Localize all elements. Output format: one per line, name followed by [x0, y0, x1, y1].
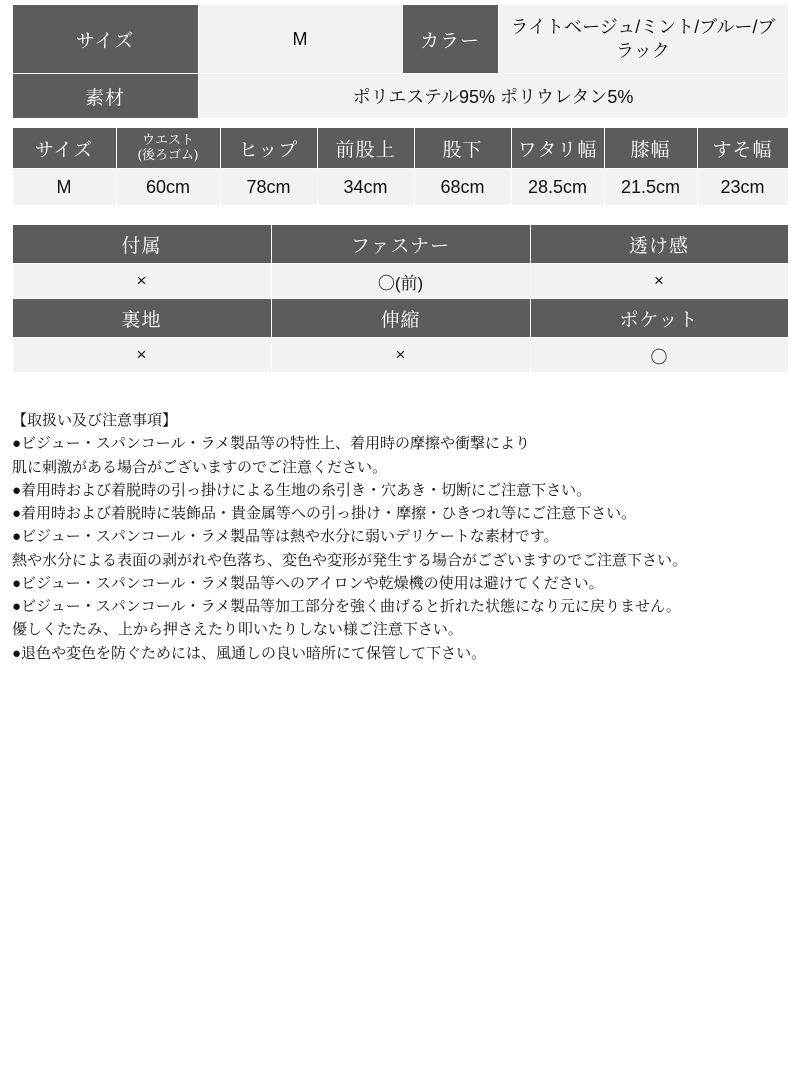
feature-header-pocket: ポケット: [530, 299, 788, 338]
measure-value-size: M: [12, 169, 116, 206]
table-row: [12, 264, 788, 299]
spec-value-color: ライトベージュ/ミント/ブルー/ブラック: [498, 5, 788, 74]
measure-value-inseam: 68cm: [414, 169, 511, 206]
care-note-line: 肌に刺激がある場合がございますのでご注意ください。: [12, 458, 388, 476]
measure-value-thigh-width: 28.5cm: [511, 169, 604, 206]
care-notes: [12, 373, 788, 665]
feature-header-lining: 裏地: [12, 299, 271, 338]
feature-value-pocket: 〇: [530, 338, 788, 373]
measure-header-waist: ウエスト (後ろゴム): [116, 128, 220, 169]
feature-header-zipper: ファスナー: [271, 225, 530, 264]
table-row: [12, 169, 788, 206]
feature-header-accessory: 付属: [12, 225, 271, 264]
care-note-line: ●ビジュー・スパンコール・ラメ製品等の特性上、着用時の摩擦や衝撃により: [12, 435, 531, 453]
measure-header-thigh-width: ワタリ幅: [511, 128, 604, 169]
spec-value-material: ポリエステル95% ポリウレタン5%: [198, 74, 788, 119]
table-header-row: [12, 128, 788, 169]
measure-value-hem-width: 23cm: [697, 169, 788, 206]
measure-header-front-rise: 前股上: [317, 128, 414, 169]
measure-value-waist: 60cm: [116, 169, 220, 206]
table-row: [12, 74, 788, 119]
measure-value-front-rise: 34cm: [317, 169, 414, 206]
feature-value-zipper: 〇(前): [271, 264, 530, 299]
care-note-line: ●着用時および着脱時の引っ掛けによる生地の糸引き・穴あき・切断にご注意下さい。: [12, 481, 592, 499]
care-note-line: 優しくたたみ、上から押さえたり叩いたりしない様ご注意下さい。: [12, 621, 463, 639]
measure-header-knee-width: 膝幅: [604, 128, 697, 169]
product-spec-page: [0, 4, 800, 665]
measure-value-hip: 78cm: [220, 169, 317, 206]
measure-header-inseam: 股下: [414, 128, 511, 169]
care-notes-title: 【取扱い及び注意事項】: [12, 412, 178, 429]
care-note-line: ●ビジュー・スパンコール・ラメ製品等へのアイロンや乾燥機の使用は避けてください。: [12, 574, 604, 592]
feature-value-lining: ×: [12, 338, 271, 373]
care-note-line: ●ビジュー・スパンコール・ラメ製品等は熱や水分に弱いデリケートな素材です。: [12, 528, 559, 546]
care-note-line: ●退色や変色を防ぐためには、風通しの良い暗所にて保管して下さい。: [12, 644, 487, 662]
care-note-line: 熱や水分による表面の剥がれや色落ち、変色や変形が発生する場合がございますのでご注意下さい。: [12, 551, 688, 569]
measure-value-knee-width: 21.5cm: [604, 169, 697, 206]
spec-label-color: カラー: [402, 5, 498, 74]
spec-label-size: サイズ: [12, 5, 198, 74]
care-note-line: ●着用時および着脱時に装飾品・貴金属等への引っ掛け・摩擦・ひきつれ等にご注意下さい。: [12, 505, 637, 522]
care-note-line: ●ビジュー・スパンコール・ラメ製品等加工部分を強く曲げると折れた状態になり元に戻りません。: [12, 598, 681, 615]
table-header-row: [12, 225, 788, 264]
measurement-table: [12, 127, 789, 206]
spec-label-material: 素材: [12, 74, 198, 119]
feature-value-sheerness: ×: [530, 264, 788, 299]
feature-header-sheerness: 透け感: [530, 225, 788, 264]
measure-header-size: サイズ: [12, 128, 116, 169]
features-table: [12, 224, 789, 373]
table-header-row: [12, 299, 788, 338]
feature-value-stretch: ×: [271, 338, 530, 373]
measure-header-hip: ヒップ: [220, 128, 317, 169]
spec-value-size: M: [198, 5, 402, 74]
measure-header-hem-width: すそ幅: [697, 128, 788, 169]
spec-table: [12, 4, 789, 119]
table-row: [12, 338, 788, 373]
feature-header-stretch: 伸縮: [271, 299, 530, 338]
feature-value-accessory: ×: [12, 264, 271, 299]
table-row: [12, 5, 788, 74]
